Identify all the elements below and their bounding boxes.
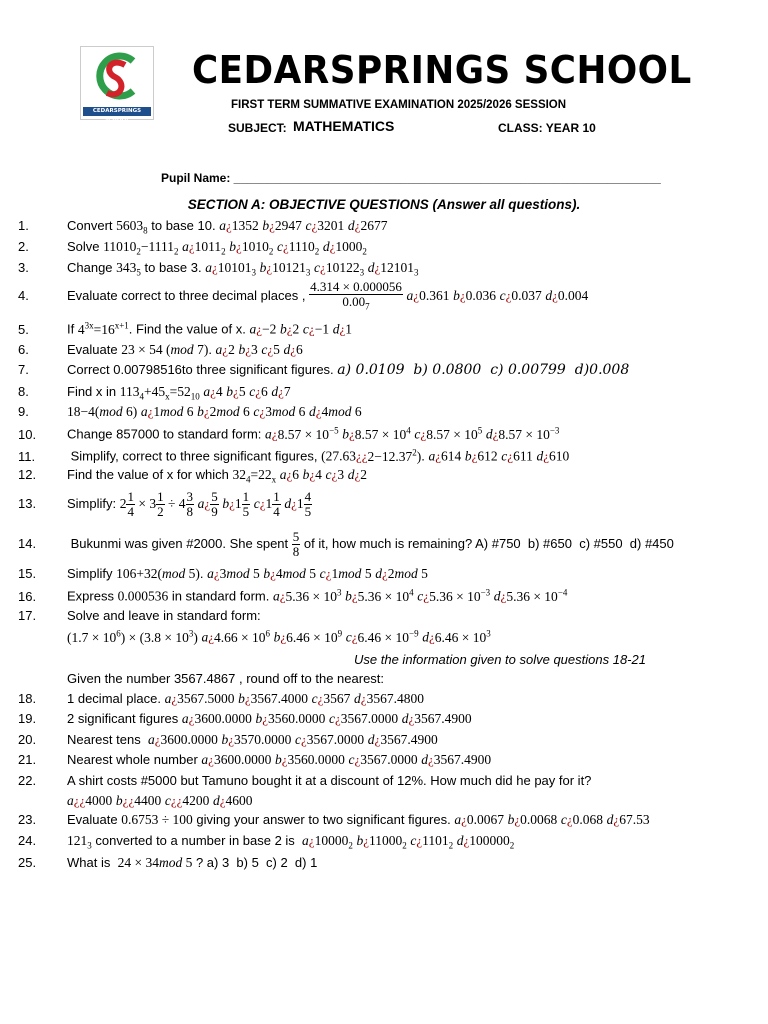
question-14: 14. Bukunmi was given #2000. She spent $\frac{5}{8}$ of it, how much is remaining? A) #750 b) #650 c) #550 d) #450: [18, 529, 674, 559]
cs-logo-icon: [81, 47, 153, 107]
pupil-name-field[interactable]: Pupil Name: ________________________________________________________________: [161, 171, 661, 185]
question-22: 22. A shirt costs #5000 but Tamuno bought it at a discount of 12%. How much did he pay for it?: [18, 773, 592, 788]
question-18: 18. 1 decimal place. a¿3567.5000 b¿3567.4000 c¿3567 d¿3567.4800: [18, 691, 424, 706]
school-name: CEDARSPRINGS SCHOOL: [192, 48, 692, 92]
question-2: 2. Solve $11010_2-1111_2$ $a¿1011_2$ $b¿1010_2$ $c¿1110_2$ $d¿1000_2$: [18, 239, 367, 257]
question-16: 16. Express 0.000536 in standard form. a¿5.36 × $10^3$ b¿5.36 × $10^4$ c¿5.36 × $10^{-3}$ d¿5.36 × $10^{-4}$: [18, 587, 568, 604]
question-1: 1. Convert $5603_8$ to base 10. a¿1352 b¿2947 c¿3201 d¿2677: [18, 218, 388, 236]
question-9: 9. 18−4(mod 6) a¿1mod 6 b¿2mod 6 c¿3mod 6 d¿4mod 6: [18, 404, 362, 419]
question-25: 25. What is 24 × 34mod 5 ? a) 3 b) 5 c) 2 d) 1: [18, 855, 318, 870]
question-17: 17. Solve and leave in standard form:: [18, 608, 261, 623]
question-12: 12. Find the value of x for which $32_4=22_x$ a¿6 b¿4 c¿3 d¿2: [18, 467, 367, 485]
class-label: CLASS: YEAR 10: [498, 121, 596, 135]
question-24: 24. $121_3$ converted to a number in base 2 is $a¿10000_2$ $b¿11000_2$ $c¿1101_2$ $d¿100000_2$: [18, 833, 515, 851]
given-number-text: Given the number 3567.4867 , round off to the nearest:: [67, 671, 385, 686]
question-13: 13. Simplify: 2 $\frac{1}{4}$ × 3 $\frac{1}{2}$ ÷ 4 $\frac{3}{8}$ a¿ $\frac{5}{9}$ b¿1 $\frac{1}{5}$ c¿1 $\frac{1}{4}$ d¿1 $\frac{4}{5}$: [18, 489, 312, 519]
question-19: 19. 2 significant figures a¿3600.0000 b¿3560.0000 c¿3567.0000 d¿3567.4900: [18, 711, 472, 726]
question-7: 7. Correct 0.00798516to three significant figures. a) 0.0109 b) 0.0800 c) 0.00799 d)0.008: [18, 362, 630, 378]
question-6: 6. Evaluate 23 × 54 (mod 7). a¿2 b¿3 c¿5 d¿6: [18, 342, 303, 357]
question-17-options: $(1.7 \times 10^6) \times (3.8 \times 10^3)$ a¿4.66 × $10^6$ b¿6.46 × $10^9$ c¿6.46 × $10^{-9}$ d¿6.46 × $10^3$: [67, 628, 491, 645]
question-20: 20. Nearest tens a¿3600.0000 b¿3570.0000 c¿3567.0000 d¿3567.4900: [18, 732, 438, 747]
logo-caption: CEDARSPRINGS SCHOOL: [83, 107, 151, 116]
subject-label: SUBJECT:: [228, 121, 287, 135]
instruction-18-21: Use the information given to solve questions 18-21: [354, 652, 646, 667]
question-11: 11. Simplify, correct to three significant figures, $(27.63¿¿2-12.37^2)$. a¿614 b¿612 c¿611 d¿610: [18, 447, 570, 464]
school-logo: [80, 46, 154, 123]
question-15: 15. Simplify 106+32(mod 5). a¿3mod 5 b¿4mod 5 c¿1mod 5 d¿2mod 5: [18, 566, 428, 581]
question-10: 10. Change 857000 to standard form: a¿8.57 × $10^{-5}$ b¿8.57 × $10^4$ c¿8.57 × $10^5$ d¿8.57 × $10^{-3}$: [18, 425, 560, 442]
question-5: 5. If $4^{3x}=16^{x+1}$. Find the value of x. a¿−2 b¿2 c¿−1 d¿1: [18, 320, 352, 337]
question-8: 8. Find x in $113_4+45_x=52_{10}$ a¿4 b¿5 c¿6 d¿7: [18, 384, 291, 402]
question-23: 23. Evaluate 0.6753 ÷ 100 giving your answer to two significant figures. a¿0.0067 b¿0.0068 c¿0.068 d¿67.53: [18, 812, 650, 827]
question-3: 3. Change $343_5$ to base 3. $a¿10101_3$ $b¿10121_3$ $c¿10122_3$ $d¿12101_3$: [18, 260, 419, 278]
exam-title: FIRST TERM SUMMATIVE EXAMINATION 2025/2026 SESSION: [231, 99, 567, 111]
question-4: 4. Evaluate correct to three decimal places , $\frac{4.314 \times 0.000056}{0.00_7}$ a¿0.361 b¿0.036 c¿0.037 d¿0.004: [18, 279, 589, 312]
question-22-options: a¿¿4000 b¿¿4400 c¿¿4200 d¿4600: [67, 793, 253, 808]
section-heading: SECTION A: OBJECTIVE QUESTIONS (Answer all questions).: [187, 197, 581, 212]
question-21: 21. Nearest whole number a¿3600.0000 b¿3560.0000 c¿3567.0000 d¿3567.4900: [18, 752, 492, 767]
subject-value: MATHEMATICS: [293, 118, 395, 134]
